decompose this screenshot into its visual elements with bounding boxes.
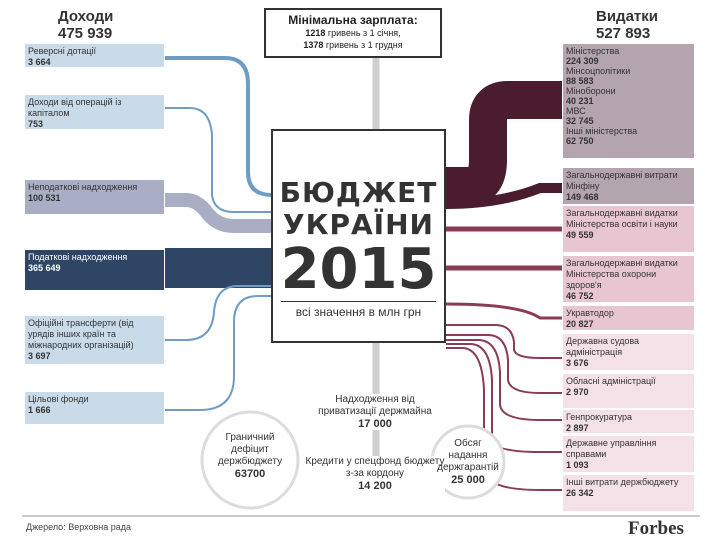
- min-wage-value-1: 1218: [305, 28, 326, 38]
- income-header: [58, 8, 113, 42]
- deficit-value: 63700: [234, 468, 266, 480]
- ministry-value: 40 231: [566, 96, 594, 106]
- expense-item-label: Загальнодержавні видатки Міністерства охорони здоров'я: [566, 258, 678, 290]
- income-item-target: [25, 392, 164, 424]
- income-item-value: 3 697: [28, 351, 51, 361]
- source-note: Джерело: Верховна рада: [26, 522, 132, 532]
- ministry-value: 224 309: [566, 56, 599, 66]
- income-item-capital: [25, 95, 164, 129]
- expense-item-education: [563, 206, 694, 252]
- flow-ministries: [446, 100, 562, 186]
- income-item-label: Неподаткові надходження: [28, 182, 138, 192]
- flow-court: [446, 325, 562, 358]
- flow-reverse-subsidies: [165, 58, 272, 195]
- income-item-value: 1 666: [28, 405, 51, 415]
- expense-item-value: 46 752: [566, 291, 594, 301]
- expense-item-label: Державне управління справами: [566, 438, 657, 459]
- min-wage-box: [264, 8, 442, 58]
- credits-text: [305, 456, 445, 492]
- income-item-nontax: [25, 180, 164, 214]
- flow-prosecutor: [446, 340, 562, 420]
- expense-item-oblast: [563, 374, 694, 408]
- expense-item-other: [563, 475, 694, 511]
- flow-ukravtodor: [446, 304, 562, 318]
- expense-item-label: Обласні адміністрації: [566, 376, 656, 386]
- income-item-transfers: [25, 316, 164, 364]
- expenses-title: Видатки: [596, 8, 658, 25]
- expense-item-value: 149 468: [566, 192, 599, 202]
- expense-item-label: Генпрокуратура: [566, 412, 633, 422]
- expense-item-prosecutor: [563, 410, 694, 433]
- min-wage-value-2: 1378: [303, 40, 324, 50]
- expense-item-value: 49 559: [566, 230, 594, 240]
- income-item-value: 3 664: [28, 57, 51, 67]
- income-item-value: 753: [28, 119, 44, 129]
- ministry-value: 62 750: [566, 136, 594, 146]
- budget-year: 2015: [280, 237, 437, 302]
- expenses-header: [596, 8, 658, 42]
- budget-title-box: [271, 129, 446, 343]
- income-item-label: Офіційні трансферти (від урядів інших країн та міжнародних організацій): [28, 318, 134, 350]
- expense-item-label: Інші витрати держбюджету: [566, 477, 679, 487]
- expense-item-affairs: [563, 436, 694, 472]
- expense-item-label: Загальнодержавні витрати Мінфіну: [566, 170, 678, 191]
- expense-item-value: 2 970: [566, 387, 589, 397]
- guarantees-text: [436, 438, 500, 486]
- deficit-text: [208, 432, 292, 480]
- expenses-total: 527 893: [596, 25, 651, 42]
- expense-item-value: 1 093: [566, 460, 589, 470]
- min-wage-text-1: гривень з 1 січня,: [327, 28, 401, 38]
- expense-item-value: 2 897: [566, 423, 589, 433]
- ministry-value: 32 745: [566, 116, 594, 126]
- expense-item-label: Загальнодержавні видатки Міністерства освіти і науки: [566, 208, 678, 229]
- min-wage-text-2: гривень з 1 грудня: [325, 40, 403, 50]
- flow-target-funds: [165, 296, 272, 410]
- units-note: всі значення в млн грн: [281, 301, 436, 319]
- budget-title-line2: УКРАЇНИ: [283, 208, 434, 241]
- income-item-value: 365 649: [28, 263, 61, 273]
- credits-value: 14 200: [358, 480, 392, 492]
- credits-label: Кредити у спецфонд бюджету з-за кордону: [305, 456, 445, 479]
- expense-item-minfin: [563, 168, 694, 204]
- income-item-label: Цільові фонди: [28, 394, 89, 404]
- ministry-label: Мінсоцполітики: [566, 66, 631, 76]
- expense-item-court: [563, 334, 694, 370]
- expense-item-value: 26 342: [566, 488, 594, 498]
- expense-item-value: 3 676: [566, 358, 589, 368]
- income-item-value: 100 531: [28, 193, 61, 203]
- flow-transfers: [165, 286, 272, 340]
- income-title: Доходи: [58, 8, 114, 25]
- deficit-label: Граничний дефіцит держбюджету: [217, 432, 283, 467]
- ministry-label: Міністерства: [566, 46, 620, 56]
- expense-item-value: 20 827: [566, 319, 594, 329]
- income-item-label: Реверсні дотації: [28, 46, 97, 56]
- income-item-label: Податкові надходження: [28, 252, 128, 262]
- ministry-label: Міноборони: [566, 86, 616, 96]
- privatization-value: 17 000: [358, 418, 392, 430]
- expense-item-health: [563, 256, 694, 302]
- income-item-tax: [25, 250, 164, 290]
- ministry-label: МВС: [566, 106, 586, 116]
- expense-item-label: Укравтодор: [566, 308, 614, 318]
- forbes-logo: Forbes: [628, 518, 684, 539]
- ministry-value: 88 583: [566, 76, 594, 86]
- budget-title-line1: БЮДЖЕТ: [279, 176, 438, 209]
- income-total: 475 939: [58, 25, 113, 42]
- income-item-label: Доходи від операцій із капіталом: [28, 97, 122, 118]
- min-wage-title: Мінімальна зарплата:: [288, 13, 418, 27]
- ministry-label: Інші міністерства: [566, 126, 638, 136]
- guarantees-label: Обсяг надання держгарантій: [437, 438, 499, 473]
- expense-item-ukravtodor: [563, 306, 694, 330]
- privatization-label: Надходження від приватизації держмайна: [318, 394, 432, 417]
- expense-item-label: Державна судова адміністрація: [566, 336, 640, 357]
- income-item-reverse: [25, 44, 164, 67]
- guarantees-value: 25 000: [451, 474, 485, 486]
- privatization-text: [312, 394, 438, 430]
- expense-ministries: [563, 44, 694, 158]
